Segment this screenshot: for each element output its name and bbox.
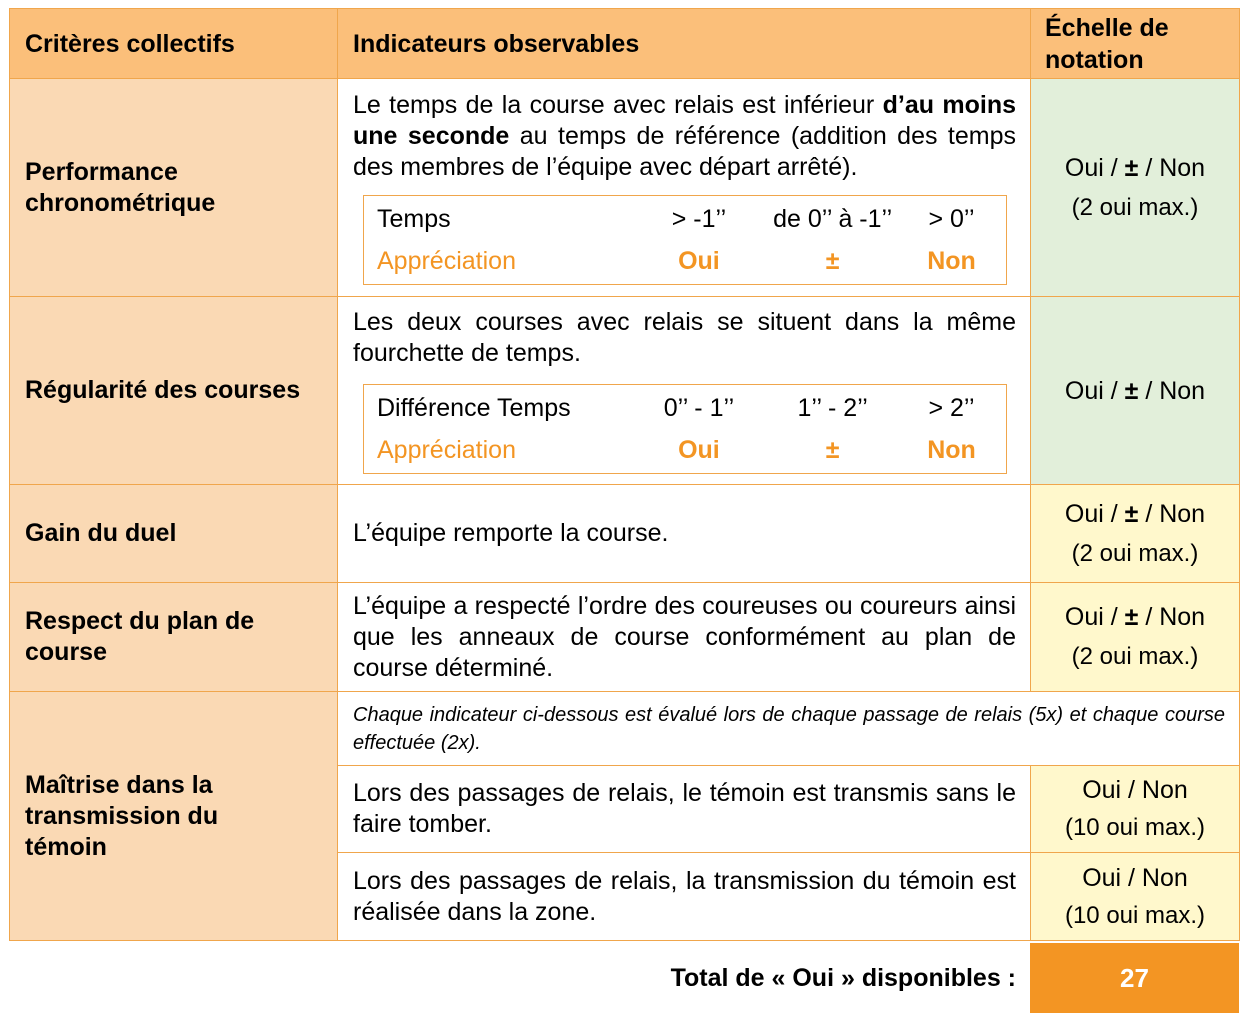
scale-regularite (1031, 297, 1240, 485)
scale-maitrise-sub1 (1031, 766, 1240, 853)
scale-respect-max: (2 oui max.) (1071, 643, 1199, 670)
header-scale-line1: Échelle de (1045, 13, 1169, 42)
scale-non: / Non (1138, 376, 1206, 405)
reg-inner-label-diff: Différence Temps (377, 393, 571, 422)
perf-text-before: Le temps de la course avec relais est inférieur (353, 91, 883, 119)
scale-performance-max: (2 oui max.) (1071, 193, 1199, 221)
perf-inner-time-1: > -1’’ (671, 204, 727, 233)
indicator-performance-text (353, 90, 1016, 183)
perf-inner-row-time (364, 198, 1006, 240)
row-respect (10, 583, 1240, 692)
scale-oui: Oui / (1064, 499, 1125, 528)
scale-oui: Oui / (1064, 153, 1125, 182)
header-indicators-label: Indicateurs observables (353, 29, 640, 58)
indicator-performance (338, 79, 1031, 297)
scale-maitrise-sub2-max: (10 oui max.) (1064, 901, 1206, 929)
perf-inner-label-time: Temps (377, 204, 451, 233)
criterion-regularite: Régularité des courses (10, 297, 338, 485)
criterion-maitrise (10, 692, 338, 941)
perf-inner-non: Non (927, 246, 976, 275)
header-scale (1031, 9, 1240, 79)
scale-respect-value (1031, 597, 1239, 637)
perf-inner-time-2: de 0’’ à -1’’ (773, 204, 893, 233)
total-label: Total de « Oui » disponibles : (670, 964, 1016, 992)
reg-inner-table (363, 384, 1007, 474)
maitrise-note: Chaque indicateur ci-dessous est évalué lors de chaque passage de relais (5x) et chaque course effectuée (2x). (338, 692, 1240, 766)
reg-inner-label-appreciation: Appréciation (377, 435, 516, 464)
header-indicators (338, 9, 1031, 79)
perf-inner-table (363, 195, 1007, 285)
scale-non: / Non (1138, 153, 1206, 182)
perf-text-bold: d’au moins une seconde (353, 91, 1016, 150)
perf-inner-row-appreciation (364, 240, 1006, 282)
row-gain (10, 485, 1240, 583)
total-value: 27 (1030, 943, 1239, 1013)
reg-inner-diff-3: > 2’’ (928, 393, 975, 422)
scale-pm: ± (1124, 376, 1139, 405)
indicator-maitrise-sub1: Lors des passages de relais, le témoin est transmis sans le faire tomber. (338, 766, 1031, 853)
indicator-maitrise-sub2: Lors des passages de relais, la transmission du témoin est réalisée dans la zone. (338, 853, 1031, 941)
criterion-performance-line1: Performance (25, 157, 178, 186)
criterion-performance-line2: chronométrique (25, 188, 216, 217)
scale-respect (1031, 583, 1240, 692)
reg-inner-row-diff (364, 387, 1006, 429)
indicator-respect: L’équipe a respecté l’ordre des coureuses ou coureurs ainsi que les anneaux de course conformément au plan de course déterminé. (338, 583, 1031, 692)
evaluation-table (9, 8, 1240, 941)
row-maitrise-note (10, 692, 1240, 766)
criterion-maitrise-line2: transmission du (25, 801, 219, 830)
row-regularite (10, 297, 1240, 485)
scale-non: / Non (1138, 499, 1206, 528)
scale-pm: ± (1124, 499, 1139, 528)
perf-inner-pm: ± (825, 246, 840, 275)
perf-inner-label-appreciation: Appréciation (377, 246, 516, 275)
scale-gain (1031, 485, 1240, 583)
scale-gain-max: (2 oui max.) (1071, 539, 1199, 567)
scale-performance (1031, 79, 1240, 297)
scale-maitrise-sub1-value: Oui / Non (1082, 776, 1188, 804)
criterion-maitrise-line1: Maîtrise dans la (25, 770, 213, 799)
header-row (10, 9, 1240, 79)
scale-pm: ± (1124, 603, 1139, 631)
header-scale-line2: notation (1045, 45, 1144, 74)
reg-inner-pm: ± (825, 435, 840, 464)
scale-performance-value (1031, 148, 1239, 188)
scale-maitrise-sub2 (1031, 853, 1240, 941)
criterion-performance (10, 79, 338, 297)
header-criteria (10, 9, 338, 79)
scale-maitrise-sub2-value: Oui / Non (1082, 863, 1188, 892)
criterion-gain: Gain du duel (10, 485, 338, 583)
criterion-maitrise-line3: témoin (25, 832, 107, 861)
criterion-respect (10, 583, 338, 692)
perf-text-after: au temps de référence (addition des temps des membres de l’équipe avec départ arrêté). (353, 122, 1017, 181)
indicator-regularite-text: Les deux courses avec relais se situent dans la même fourchette de temps. (353, 308, 1016, 367)
perf-inner-oui: Oui (678, 246, 720, 275)
row-performance (10, 79, 1240, 297)
scale-maitrise-sub1-max: (10 oui max.) (1064, 814, 1206, 841)
reg-inner-non: Non (927, 435, 976, 464)
scale-regularite-value (1031, 371, 1239, 411)
criterion-respect-line2: course (25, 638, 107, 666)
scale-oui: Oui / (1064, 376, 1125, 405)
scale-gain-value (1031, 494, 1239, 534)
reg-inner-diff-2: 1’’ - 2’’ (797, 393, 868, 422)
reg-inner-row-appreciation (364, 429, 1006, 471)
indicator-regularite (338, 297, 1031, 485)
criterion-respect-line1: Respect du plan de (25, 607, 255, 635)
scale-oui: Oui / (1064, 603, 1125, 631)
reg-inner-oui: Oui (678, 435, 720, 464)
scale-non: / Non (1138, 603, 1206, 631)
indicator-gain: L’équipe remporte la course. (338, 485, 1031, 583)
scale-pm: ± (1124, 153, 1139, 182)
perf-inner-time-3: > 0’’ (928, 204, 975, 233)
reg-inner-diff-1: 0’’ - 1’’ (663, 393, 735, 422)
header-criteria-label: Critères collectifs (25, 29, 235, 58)
